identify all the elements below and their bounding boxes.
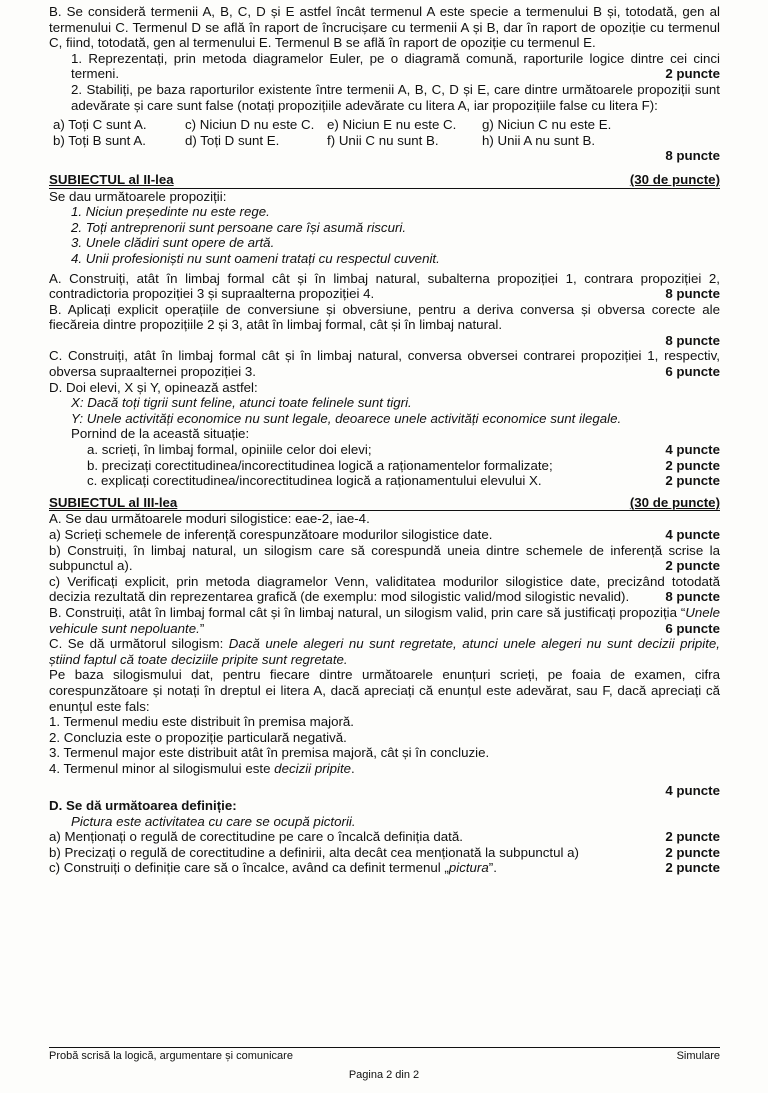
s3-d-definition: Pictura este activitatea cu care se ocupă pictorii.: [71, 813, 356, 829]
option-f: f) Unii C nu sunt B.: [327, 132, 439, 148]
s1-q1: 1. Reprezentați, prin metoda diagramelor Euler, pe o diagramă comună, raporturile logice dintre cei cinci termeni.: [71, 50, 720, 82]
s2-opinion-y: Y: Unele activități economice nu sunt legale, deoarece unele activități economice sunt ilegale.: [71, 410, 622, 426]
option-e: e) Niciun E nu este C.: [327, 117, 457, 133]
s2-total: (30 de puncte): [629, 171, 720, 187]
s3-d-c-points: 2 puncte: [665, 860, 720, 876]
s3-c-item-1: 1. Termenul mediu este distribuit în premisa majoră.: [49, 714, 354, 730]
s2-d-item-b-text: b. precizați corectitudinea/incorectitudinea logică a raționamentelor formalizate;: [87, 457, 553, 473]
s2-b-text: B. Aplicați explicit operațiile de conversiune și obversiune, pentru a deriva conversa și obversa corecte ale fiecăreia dintre propozițiile 2 și 3, atât în limbaj formal, cât și în limbaj natural.: [49, 301, 720, 333]
s2-opinion-x: X: Dacă toți tigrii sunt feline, atunci toate felinele sunt tigri.: [71, 395, 412, 411]
s2-title: SUBIECTUL al II-lea: [49, 171, 174, 187]
s2-header: [49, 172, 720, 188]
s1-q1-points: 2 puncte: [665, 66, 720, 82]
s3-title: SUBIECTUL al III-lea: [49, 494, 178, 510]
s3-d-text: D. Se dă următoarea definiție:: [49, 798, 237, 814]
s3-d-c-lead: c) Construiți o definiție care să o încalce, având ca definit termenul „: [49, 860, 449, 876]
s3-total: (30 de puncte): [629, 494, 720, 510]
s3-a-c-text: c) Verificați explicit, prin metoda diagramelor Venn, validitatea modurilor silogistice date, precizând totodată decizia rezultată din reprezentarea grafică (de exemplu: mod silogistic valid/mod silogistic nevalid).: [49, 573, 720, 605]
s1-q2-points: 8 puncte: [665, 148, 720, 164]
s2-d-item-b: [87, 458, 720, 474]
s2-d-intro: Pornind de la această situație:: [71, 426, 250, 442]
s3-c-item-4-lead: 4. Termenul minor al silogismului este: [49, 760, 275, 776]
s2-a-text: A. Construiți, atât în limbaj formal cât și în limbaj natural, subalterna propoziției 1, contrara propoziției 2, contradictoria propoziției 3 și supraalterna propoziției 4.: [49, 270, 720, 302]
s3-d-a-points: 2 puncte: [665, 829, 720, 845]
s3-c-item-4: [49, 761, 720, 777]
s3-a-a: [49, 527, 720, 543]
footer-session: Simulare: [676, 1050, 720, 1062]
s2-intro: Se dau următoarele propoziții:: [49, 188, 227, 204]
proposition-2: 2. Toți antreprenorii sunt persoane care își asumă riscuri.: [71, 219, 407, 235]
s3-a-text: A. Se dau următoarele moduri silogistice: eae-2, iae-4.: [49, 511, 370, 527]
s2-c-text: C. Construiți, atât în limbaj formal cât și în limbaj natural, conversa obversei contrarei propoziției 1, respectiv, obversa supraalternei propoziției 3.: [49, 348, 720, 380]
s1-q2: 2. Stabiliți, pe baza raporturilor existente între termenii A, B, C, D și E, care dintre următoarele propoziții sunt adevărate și care sunt false (notați propozițiile adevărate cu litera A, iar propozițiile false cu litera F):: [71, 81, 720, 113]
s3-a-b-text: b) Construiți, în limbaj natural, un silogism care să corespundă uneia dintre schemele de inferență scrise la subpunctul a).: [49, 542, 720, 574]
s3-b-end: ”: [199, 620, 205, 636]
s3-d-a: [49, 829, 720, 845]
s3-c-syllogism: Dacă unele alegeri nu sunt regretate, atunci unele alegeri nu sunt decizii pripite, știind faptul că toate deciziile pripite sunt regretate.: [49, 636, 720, 667]
s2-c-points: 6 puncte: [665, 364, 720, 380]
s2-propositions: [49, 204, 720, 266]
option-h: h) Unii A nu sunt B.: [482, 132, 596, 148]
s3-header: [49, 495, 720, 511]
s3-c-text: [49, 636, 720, 667]
s2-d-item-a: [87, 442, 720, 458]
s3-a-a-text: a) Scrieți schemele de inferență corespunzătoare modurilor silogistice date.: [49, 527, 493, 542]
s3-d-b-points: 2 puncte: [665, 844, 720, 860]
s3-d-c-end: ”.: [488, 860, 497, 876]
s3-a-a-points: 4 puncte: [665, 527, 720, 542]
s2-b-points: 8 puncte: [665, 332, 720, 348]
s3-b-lead: B. Construiți, atât în limbaj formal cât și în limbaj natural, un silogism valid, prin care să justificați propoziția “: [49, 604, 686, 620]
s1-intro: B. Se consideră termenii A, B, C, D și E astfel încât termenul A este specie a termenului B și, totodată, gen al termenului C. Termenul D se află în raport de încrucișare cu termenii A și B, dar în raport de opoziție cu termenul C, fiind, totodată, gen al termenului E. Termenul B se află în raport de opoziție cu termenul E.: [49, 4, 720, 51]
s3-c-item-4-dot: .: [351, 760, 355, 776]
option-c: c) Niciun D nu este C.: [185, 117, 315, 133]
option-a: a) Toți C sunt A.: [53, 117, 147, 133]
s2-d-item-c-text: c. explicați corectitudinea/incorectitudinea logică a raționamentului elevului X.: [87, 473, 542, 489]
exam-page: [49, 4, 720, 876]
s2-d-item-c-points: 2 puncte: [665, 473, 720, 489]
s3-d-b-text: b) Precizați o regulă de corectitudine a definirii, alta decât cea menționată la subpunctul a): [49, 844, 579, 860]
s3-a-b-points: 2 puncte: [665, 558, 720, 574]
s3-b-quote: Unele vehicule sunt nepoluante.: [49, 604, 720, 636]
s2-d-text: D. Doi elevi, X și Y, opinează astfel:: [49, 379, 258, 395]
option-b: b) Toți B sunt A.: [53, 132, 146, 148]
page-number: Pagina 2 din 2: [348, 1069, 420, 1081]
s2-d-item-a-text: a. scrieți, în limbaj formal, opiniile celor doi elevi;: [87, 442, 372, 458]
option-d: d) Toți D sunt E.: [185, 132, 280, 148]
s2-d-item-a-points: 4 puncte: [665, 442, 720, 458]
s3-d-c-text: [49, 860, 497, 876]
s3-c-points: 4 puncte: [665, 782, 720, 798]
s2-d-item-c: [87, 473, 720, 489]
s3-c-item-3: 3. Termenul major este distribuit atât în premisa majoră, cât și în concluzie.: [49, 745, 490, 761]
s3-d-c-term: pictura: [448, 860, 489, 876]
proposition-4: 4. Unii profesioniști nu sunt oameni tratați cu respectul cuvenit.: [71, 250, 440, 266]
s2-d-items: [49, 442, 720, 489]
s3-d-a-text: a) Menționați o regulă de corectitudine pe care o încalcă definiția dată.: [49, 829, 463, 845]
s2-d-item-b-points: 2 puncte: [665, 457, 720, 473]
s3-a-c-points: 8 puncte: [665, 589, 720, 605]
s3-d-b: [49, 845, 720, 861]
s3-c-lead: C. Se dă următorul silogism:: [49, 636, 229, 652]
s2-a-points: 8 puncte: [665, 286, 720, 302]
proposition-1: 1. Niciun președinte nu este rege.: [71, 204, 270, 220]
s3-d-c: [49, 860, 720, 876]
footer-exam-name: Probă scrisă la logică, argumentare și comunicare: [49, 1050, 293, 1062]
option-g: g) Niciun C nu este E.: [482, 117, 612, 133]
proposition-3: 3. Unele clădiri sunt opere de artă.: [71, 235, 275, 251]
page-footer: [49, 1047, 720, 1065]
s1-options: [49, 117, 720, 148]
s3-c-instructions: Pe baza silogismului dat, pentru fiecare dintre următoarele enunțuri scrieți, pe foaia de examen, cifra corespunzătoare și notați în dreptul ei litera A, dacă apreciați că enunțul este adevărat, sau F, dacă apreciați că enunțul este fals:: [49, 667, 720, 714]
s3-c-item-2: 2. Concluzia este o propoziție particulară negativă.: [49, 729, 347, 745]
s3-b-points: 6 puncte: [665, 620, 720, 636]
s3-c-item-4-term: decizii pripite: [274, 760, 352, 776]
